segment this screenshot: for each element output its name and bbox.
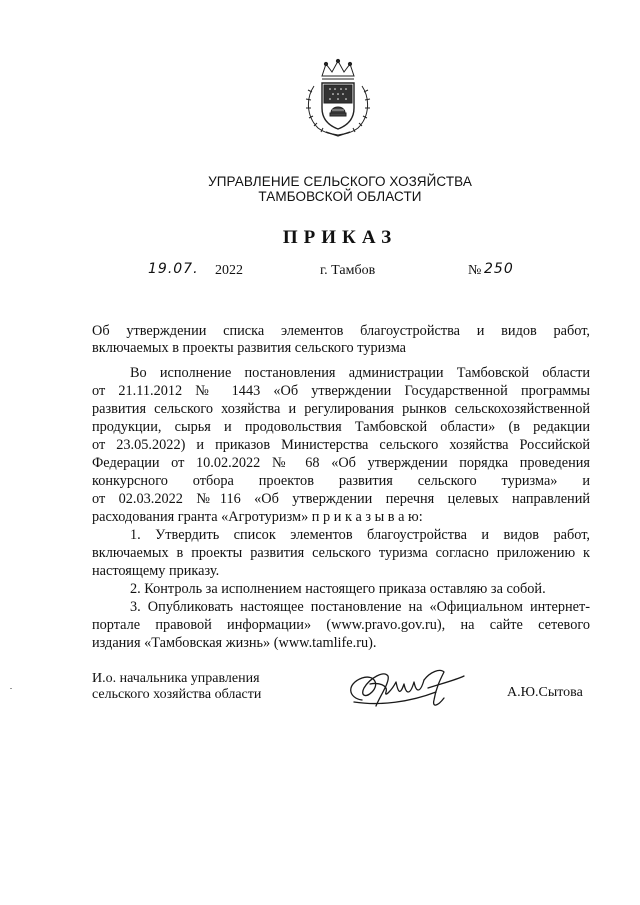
coat-of-arms-emblem [300,58,376,138]
agency-name-line1: УПРАВЛЕНИЕ СЕЛЬСКОГО ХОЗЯЙСТВА [208,174,472,189]
body-line: Федерации от 10.02.2022 № 68 «Об утверждении порядка проведения [92,455,590,471]
signatory-name: А.Ю.Сытова [507,685,583,700]
body-line: включаемых в проекты развития сельского туризма согласно приложению к [92,545,590,561]
body-line: портале правовой информации» (www.pravo.gov.ru), на сайте сетевого [92,617,590,633]
order-year: 2022 [215,263,243,278]
agency-name-line2: ТАМБОВСКОЙ ОБЛАСТИ [258,189,422,204]
handwritten-signature [340,662,480,714]
body-line: от 23.05.2022) и приказов Министерства сельского хозяйства Российской [92,437,590,453]
body-line: Во исполнение постановления администрации Тамбовской области [130,365,590,381]
document-title: ПРИКАЗ [282,227,398,248]
signatory-title [92,671,261,702]
body-line: от 02.03.2022 №116 «Об утверждении перечня целевых направлений [92,491,590,507]
signatory-title-line1: И.о. начальника управления [92,671,260,686]
subject-line: включаемых в проекты развития сельского туризма [92,340,407,356]
body-line: конкурсного отбора проектов развития сельского туризма» и [92,473,590,489]
signatory-title-line2: сельского хозяйства области [92,686,262,702]
body-line: расходования гранта «Агротуризм» п р и к а з ы в а ю: [92,509,423,525]
body-line: настоящему приказу. [92,563,220,579]
body-line: 2. Контроль за исполнением настоящего приказа оставляю за собой. [130,581,546,597]
body-line: развития сельского хозяйства и регулирования рынков сельскохозяйственной [92,401,590,417]
body-line: продукции, сырья и продовольствия Тамбовской области» (в редакции [92,419,590,435]
body-line: издания «Тамбовская жизнь» (www.tamlife.ru). [92,635,377,651]
order-number-label: № [468,263,482,278]
order-date-handwritten: 19.07. [148,261,199,277]
body-line: 1. Утвердить список элементов благоустройства и видов работ, [130,527,590,543]
scan-artifact-dot [10,688,12,689]
subject-line: Об утверждении списка элементов благоустройства и видов работ, [92,323,590,339]
order-city: г. Тамбов [320,263,376,278]
order-number-handwritten: 250 [484,261,514,277]
body-line: 3. Опубликовать настоящее постановление на «Официальном интернет- [130,599,590,615]
body-line: от 21.11.2012 № 1443 «Об утверждении Государственной программы [92,383,590,399]
